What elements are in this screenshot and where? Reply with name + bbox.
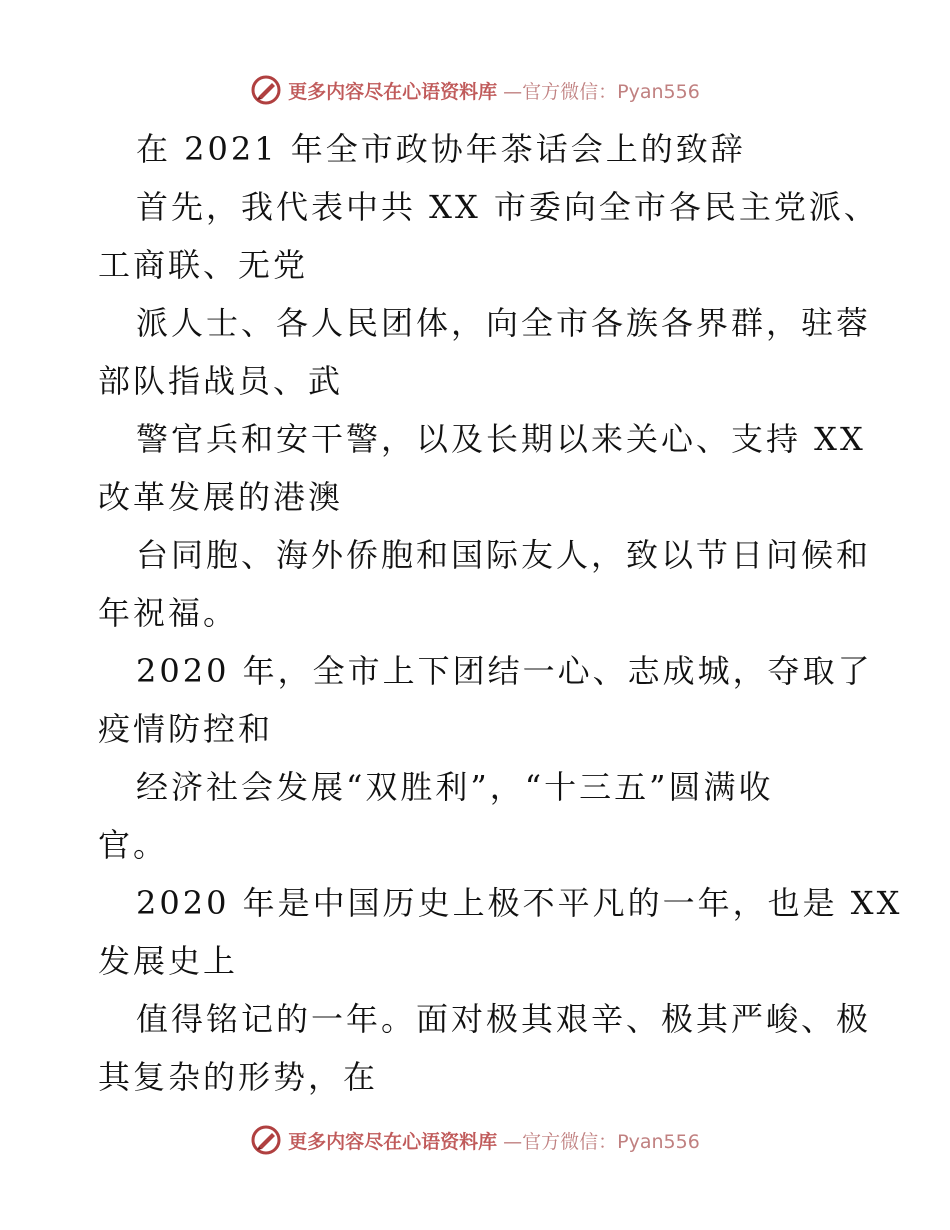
text-line: 改革发展的港澳	[98, 478, 344, 516]
footer-banner-sub: —官方微信：Pyan556	[503, 1130, 700, 1153]
text-line: 台同胞、海外侨胞和国际友人，致以节日问候和	[136, 536, 872, 574]
text-line: 年祝福。	[98, 594, 239, 632]
pen-logo-icon	[250, 74, 282, 106]
text-line: 2020 年是中国历史上极不平凡的一年，也是 XX	[136, 884, 903, 922]
text-line: 发展史上	[98, 942, 239, 980]
text-line: 警官兵和安干警，以及长期以来关心、支持 XX	[136, 420, 866, 458]
footer-banner-text: 更多内容尽在心语资料库	[288, 1130, 498, 1153]
document-body	[98, 120, 903, 1106]
text-line: 部队指战员、武	[98, 362, 344, 400]
text-line: 2020 年，全市上下团结一心、志成城，夺取了	[136, 652, 873, 690]
header-banner	[0, 70, 950, 110]
text-line: 疫情防控和	[98, 710, 274, 748]
text-line: 值得铭记的一年。面对极其艰辛、极其严峻、极	[136, 1000, 872, 1038]
header-banner-inner	[250, 74, 700, 106]
text-line: 派人士、各人民团体，向全市各族各界群，驻蓉	[136, 304, 872, 342]
header-banner-sub: —官方微信：Pyan556	[503, 80, 700, 103]
pen-logo-icon	[250, 1124, 282, 1156]
text-line: 工商联、无党	[98, 246, 309, 284]
text-line: 经济社会发展“双胜利”，“十三五”圆满收	[136, 768, 774, 806]
footer-banner	[0, 1120, 950, 1160]
header-banner-text: 更多内容尽在心语资料库	[288, 80, 498, 103]
document-title: 在 2021 年全市政协年茶话会上的致辞	[136, 130, 746, 168]
text-line: 官。	[98, 826, 169, 864]
footer-banner-inner	[250, 1124, 700, 1156]
text-line: 首先，我代表中共 XX 市委向全市各民主党派、	[136, 188, 879, 226]
text-line: 其复杂的形势，在	[98, 1058, 379, 1096]
